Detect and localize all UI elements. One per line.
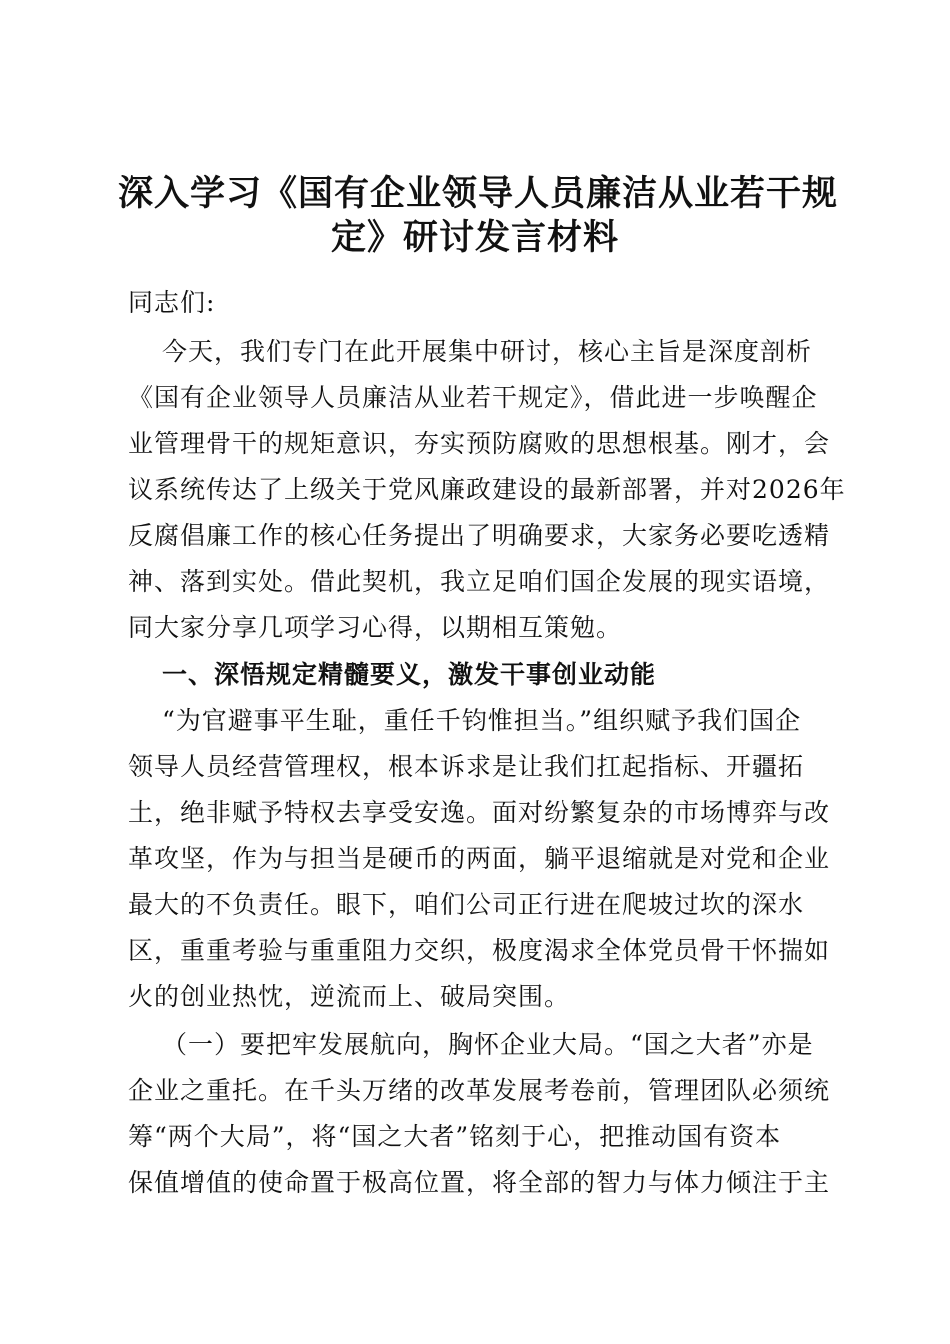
document-title-line-2: 定》研讨发言材料 <box>330 217 619 258</box>
paragraph-line: 革攻坚，作为与担当是硬币的两面，躺平退缩就是对党和企业 <box>128 844 831 873</box>
paragraph-line: 保值增值的使命置于极高位置，将全部的智力与体力倾注于主 <box>128 1168 831 1197</box>
paragraph-line: （一）要把牢发展航向，胸怀企业大局。“国之大者”亦是 <box>162 1030 814 1059</box>
paragraph-line: 议系统传达了上级关于党风廉政建设的最新部署，并对2026年 <box>128 475 846 504</box>
paragraph-line: “为官避事平生耻，重任千钧惟担当。”组织赋予我们国企 <box>162 706 802 735</box>
paragraph-line: 神、落到实处。借此契机，我立足咱们国企发展的现实语境， <box>128 567 831 596</box>
paragraph-line: 土，绝非赋予特权去享受安逸。面对纷繁复杂的市场博弈与改 <box>128 798 831 827</box>
paragraph-line: 火的创业热忱，逆流而上、破局突围。 <box>128 982 571 1011</box>
paragraph-line: 最大的不负责任。眼下，咱们公司正行进在爬坡过坎的深水 <box>128 890 805 919</box>
paragraph-line: 《国有企业领导人员廉洁从业若干规定》，借此进一步唤醒企 <box>128 383 818 412</box>
paragraph-line: 企业之重托。在千头万绪的改革发展考卷前，管理团队必须统 <box>128 1076 831 1105</box>
section-heading: 一、深悟规定精髓要义，激发干事创业动能 <box>162 660 657 689</box>
paragraph-line: 同大家分享几项学习心得，以期相互策勉。 <box>128 613 623 642</box>
paragraph-line: 筹“两个大局”，将“国之大者”铭刻于心，把推动国有资本 <box>128 1122 782 1151</box>
paragraph-line: 区，重重考验与重重阻力交织，极度渴求全体党员骨干怀揣如 <box>128 936 831 965</box>
paragraph-line: 业管理骨干的规矩意识，夯实预防腐败的思想根基。刚才，会 <box>128 429 831 458</box>
document-title-line-1: 深入学习《国有企业领导人员廉洁从业若干规 <box>118 173 839 214</box>
paragraph-line: 反腐倡廉工作的核心任务提出了明确要求，大家务必要吃透精 <box>128 521 831 550</box>
paragraph-line: 今天，我们专门在此开展集中研讨，核心主旨是深度剖析 <box>162 337 813 366</box>
paragraph-line: 领导人员经营管理权，根本诉求是让我们扛起指标、开疆拓 <box>128 752 805 781</box>
salutation: 同志们: <box>128 288 216 317</box>
